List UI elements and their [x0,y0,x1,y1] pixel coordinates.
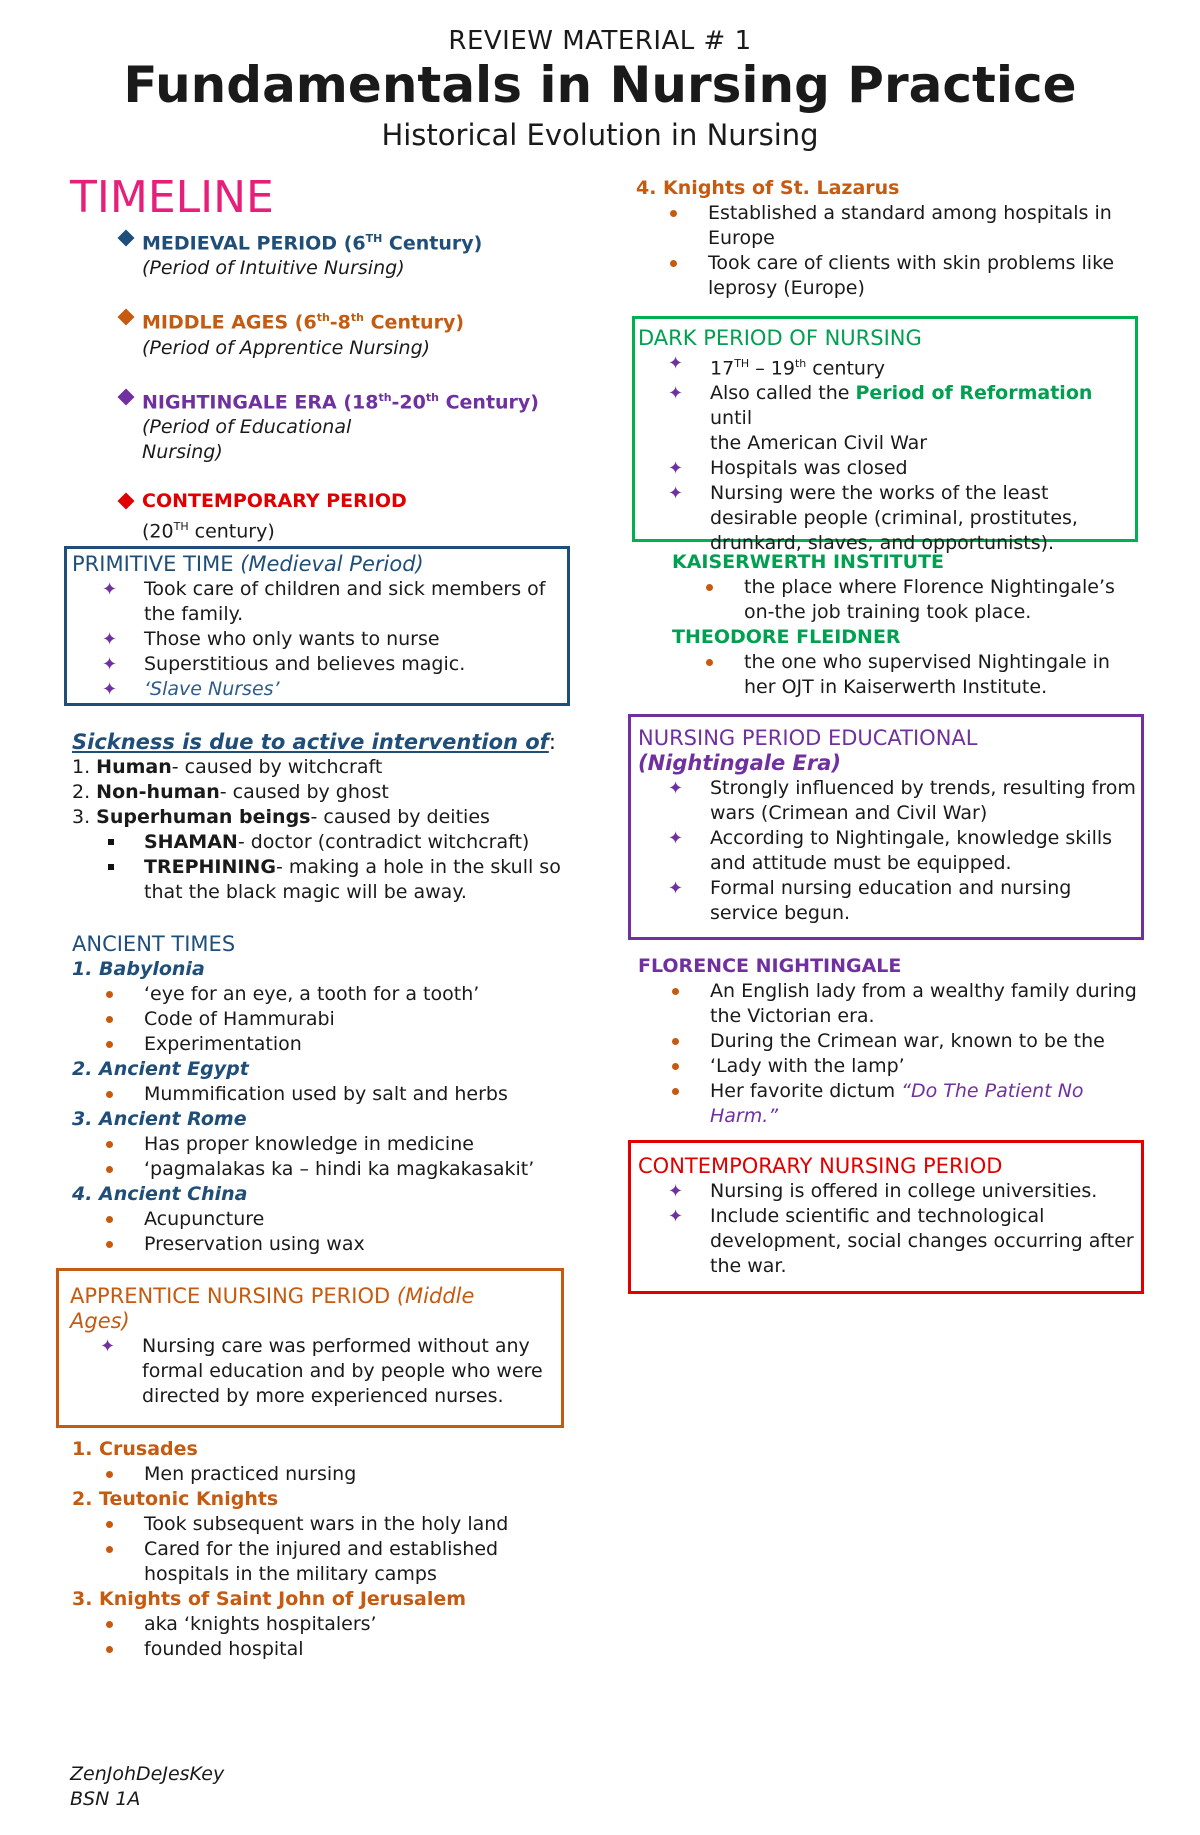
dot-bullet-icon [672,1063,679,1070]
author: ZenJohDeJesKey [70,1763,225,1785]
star-bullet-icon: ✦ [102,654,118,675]
dot-bullet-icon [706,659,713,666]
star-bullet-icon: ✦ [102,679,118,700]
star-bullet-icon: ✦ [100,1336,116,1357]
educational-period-section: NURSING PERIOD EDUCATIONAL (Nightingale Era) ✦ Strongly influenced by trends, resulting from wars (Crimean and Civil War) ✦ According to Nightingale, knowledge skills and attitude must be equipped. ✦ Formal nursing education and nursing service begun. [638,726,1136,924]
diamond-bullet-icon [118,309,135,326]
sickness-section: Sickness is due to active intervention of: 1. Human- caused by witchcraft 2. Non-human- caused by ghost 3. Superhuman beings- caused by deities SHAMAN- doctor (contradict witchcraft) TREPHINING- making a hole in the skull so that the black magic will be away. [72,730,561,903]
document-subtitle: Historical Evolution in Nursing [381,118,819,152]
star-bullet-icon: ✦ [668,1206,684,1227]
document-title: Fundamentals in Nursing Practice [123,56,1077,114]
dot-bullet-icon [106,1016,113,1023]
square-bullet-icon [108,839,114,845]
star-bullet-icon: ✦ [668,828,684,849]
apprentice-period-section: APPRENTICE NURSING PERIOD (Middle Ages) ✦ Nursing care was performed without any formal education and by people who were directed by more experienced nurses. [70,1284,543,1407]
square-bullet-icon [108,864,114,870]
star-bullet-icon: ✦ [668,458,684,480]
star-bullet-icon: ✦ [668,778,684,799]
timeline-item: CONTEMPORARY PERIOD (20TH century) [112,489,592,544]
section-title: ANCIENT TIMES [72,932,236,956]
dot-bullet-icon [706,584,713,591]
dot-bullet-icon [672,1038,679,1045]
dot-bullet-icon [672,988,679,995]
course: BSN 1A [70,1788,141,1810]
dot-bullet-icon [106,1241,113,1248]
star-bullet-icon: ✦ [668,1181,684,1202]
kaiserwerth-section: KAISERWERTH INSTITUTE the place where Florence Nightingale’s on-the job training took place. THEODORE FLEIDNER the one who supervised Nightingale in her OJT in Kaiserwerth Institute. [672,551,1115,698]
dot-bullet-icon [106,991,113,998]
dot-bullet-icon [106,1546,113,1553]
star-bullet-icon: ✦ [668,878,684,899]
star-bullet-icon: ✦ [668,483,684,505]
lazarus-section: 4. Knights of St. Lazarus Established a standard among hospitals in Europe Took care of clients with skin problems like leprosy (Europe) [636,177,1115,299]
timeline-list [112,226,592,544]
dark-period-section: DARK PERIOD OF NURSING ✦ 17TH – 19th century ✦ Also called the Period of Reformation until the American Civil War ✦ Hospitals was closed ✦ Nursing were the works of the least desirable people (criminal, prostitutes, drunkard, slaves, and opportunists). [638,326,1138,556]
timeline-heading: TIMELINE [70,172,274,223]
star-bullet-icon: ✦ [102,629,118,650]
contemporary-period-section: CONTEMPORARY NURSING PERIOD ✦ Nursing is offered in college universities. ✦ Include scientific and technological development, social changes occurring after the war. [638,1154,1134,1277]
timeline-item: MIDDLE AGES (6th-8th Century) (Period of Apprentice Nursing) [112,305,592,360]
ancient-times-section: ANCIENT TIMES 1. Babylonia ‘eye for an eye, a tooth for a tooth’ Code of Hammurabi Experimentation 2. Ancient Egypt Mummification used by salt and herbs 3. Ancient Rome Has proper knowledge in medicine ‘pagmalakas ka – hindi ka magkakasakit’ 4. Ancient China Acupuncture Preservation using wax [72,932,572,1257]
dot-bullet-icon [106,1091,113,1098]
dot-bullet-icon [106,1141,113,1148]
section-title: PRIMITIVE TIME [72,552,241,576]
dot-bullet-icon [106,1041,113,1048]
florence-nightingale-section: FLORENCE NIGHTINGALE An English lady from a wealthy family during the Victorian era. During the Crimean war, known to be the ‘Lady with the lamp’ Her favorite dictum “Do The Patient No Harm.” [638,955,1137,1127]
dot-bullet-icon [670,260,677,267]
star-bullet-icon: ✦ [102,579,118,600]
knightly-orders-section: 1. Crusades Men practiced nursing 2. Teutonic Knights Took subsequent wars in the holy land Cared for the injured and established hospitals in the military camps 3. Knights of Saint John of Jerusalem aka ‘knights hospitalers’ founded hospital [72,1438,509,1660]
timeline-item: NIGHTINGALE ERA (18th-20th Century) (Period of Educational Nursing) [112,385,592,465]
primitive-time-section: PRIMITIVE TIME (Medieval Period) ✦ Took care of children and sick members of the family. ✦ Those who only wants to nurse ✦ Superstitious and believes magic. ✦ ‘Slave Nurses’ [72,552,546,700]
star-bullet-icon: ✦ [668,353,684,374]
dot-bullet-icon [106,1216,113,1223]
dot-bullet-icon [106,1646,113,1653]
review-label: REVIEW MATERIAL # 1 [448,26,752,56]
dot-bullet-icon [672,1088,679,1095]
diamond-bullet-icon [118,388,135,405]
diamond-bullet-icon [118,230,135,247]
dot-bullet-icon [106,1166,113,1173]
star-bullet-icon: ✦ [668,383,684,405]
dot-bullet-icon [670,210,677,217]
dot-bullet-icon [106,1471,113,1478]
diamond-bullet-icon [118,492,135,509]
dot-bullet-icon [106,1621,113,1628]
dot-bullet-icon [106,1521,113,1528]
section-title: DARK PERIOD OF NURSING [638,326,922,350]
timeline-item: MEDIEVAL PERIOD (6TH Century) (Period of Intuitive Nursing) [112,226,592,281]
footer [70,1762,224,1812]
